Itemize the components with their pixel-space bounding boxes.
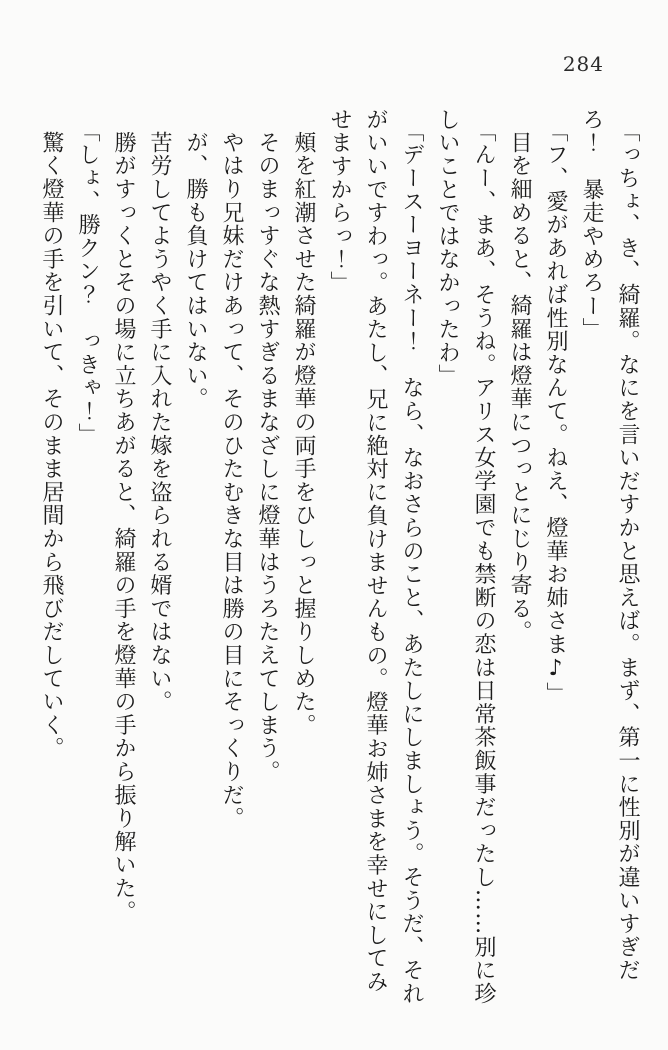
text-line: せますからっ！」	[327, 108, 352, 295]
text-line: が、勝も負けてはいない。	[183, 131, 208, 411]
text-line: ろ！ 暴走やめろー」	[579, 108, 604, 341]
text-line: がいいですわっ。あたし、兄に絶対に負けませんもの。燈華お姉さまを幸せにしてみ	[363, 108, 388, 994]
text-line: 「っちょ、き、綺羅。なにを言いだすかと思えば。まず、第一に性別が違いすぎだ	[615, 120, 640, 983]
text-line: 「しょ、勝クン？ っきゃ！」	[75, 120, 100, 447]
text-line: 「フ、愛があれば性別なんて。ねえ、燈華お姉さま♪」	[543, 120, 568, 706]
text-line: 「んー、まあ、そうね。アリス女学園でも禁断の恋は日常茶飯事だったし……別に珍	[471, 120, 496, 1006]
text-line: 勝がすっくとその場に立ちあがると、綺羅の手を燈華の手から振り解いた。	[111, 131, 136, 924]
text-line: しいことではなかったわ」	[435, 108, 460, 388]
text-line: やはり兄妹だけあって、そのひたむきな目は勝の目にそっくりだ。	[219, 131, 244, 830]
text-line: そのまっすぐな熱すぎるまなざしに燈華はうろたえてしまう。	[255, 131, 280, 784]
text-line: 驚く燈華の手を引いて、そのまま居間から飛びだしていく。	[39, 131, 64, 761]
text-line: 苦労してようやく手に入れた嫁を盗られる婿ではない。	[147, 131, 172, 714]
text-block	[33, 108, 645, 1006]
text-line: 頰を紅潮させた綺羅が燈華の両手をひしっと握りしめた。	[291, 131, 316, 737]
text-line: 目を細めると、綺羅は燈華につっとにじり寄る。	[507, 131, 532, 644]
page-number: 284	[562, 52, 604, 76]
text-line: 「デースーヨーネー！ なら、なおさらのこと、あたしにしましょう。そうだ、それ	[399, 120, 424, 1006]
